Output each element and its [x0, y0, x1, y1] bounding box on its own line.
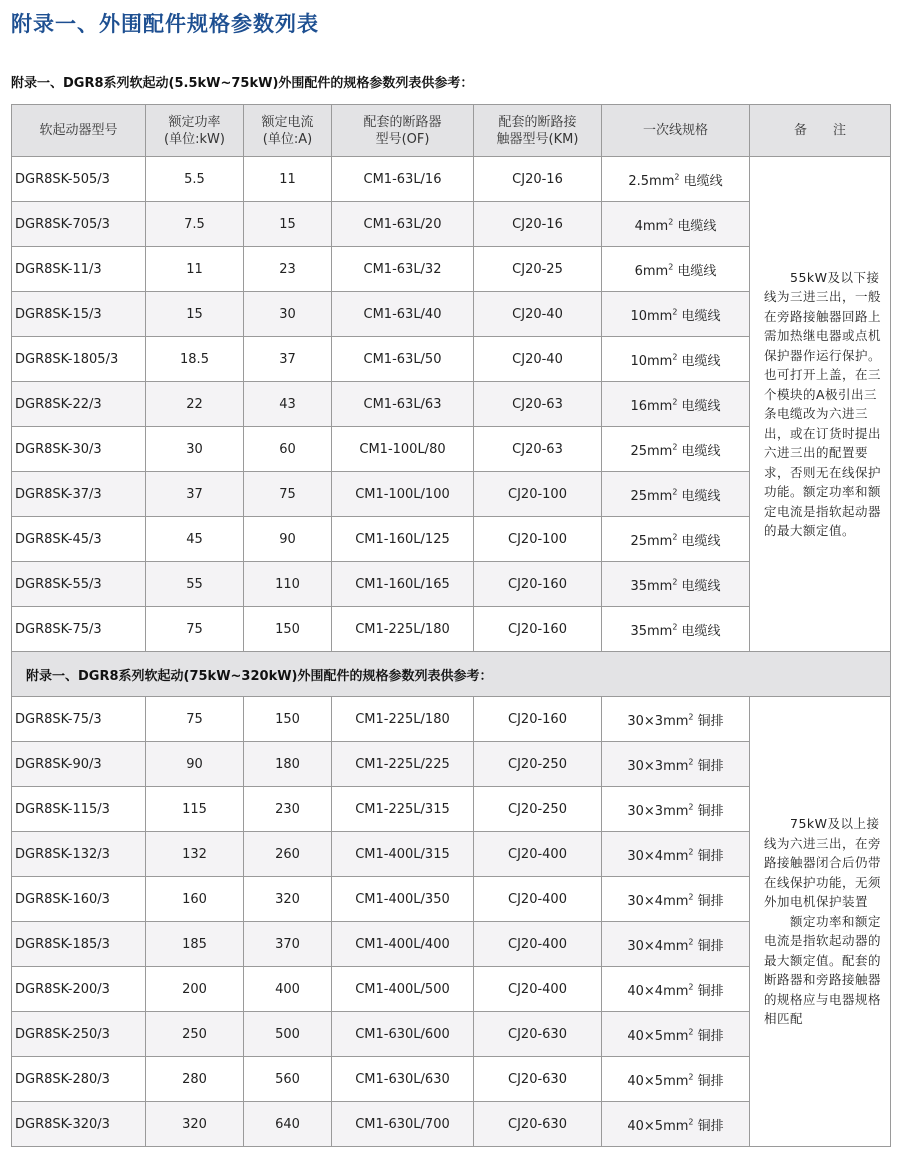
cell-current: 500 [244, 1012, 332, 1057]
cell-power: 22 [146, 382, 244, 427]
cell-model: DGR8SK-90/3 [12, 742, 146, 787]
cell-power: 15 [146, 292, 244, 337]
cell-model: DGR8SK-185/3 [12, 922, 146, 967]
cell-model: DGR8SK-250/3 [12, 1012, 146, 1057]
cell-breaker: CM1-100L/100 [332, 472, 474, 517]
cell-cable: $30\times 3mm^2$ 铜排 [602, 742, 750, 787]
header-remark: 备 注 [750, 105, 891, 157]
cell-cable: $25mm^2$ 电缆线 [602, 517, 750, 562]
cell-power: 200 [146, 967, 244, 1012]
cell-model: DGR8SK-45/3 [12, 517, 146, 562]
cell-breaker: CM1-630L/700 [332, 1102, 474, 1147]
section2-heading-row [12, 652, 891, 697]
remark-note: 75kW及以上接线为六进三出，在旁路接触器闭合后仍带在线保护功能，无须外加电机保护装置 额定功率和额定电流是指软起动器的最大额定值。配套的断路器和旁路接触器的规格应与电器规格相匹配 [750, 697, 891, 1147]
cell-breaker: CM1-63L/20 [332, 202, 474, 247]
cell-model: DGR8SK-75/3 [12, 607, 146, 652]
cell-model: DGR8SK-75/3 [12, 697, 146, 742]
cell-current: 60 [244, 427, 332, 472]
cell-contactor: CJ20-160 [474, 607, 602, 652]
cell-contactor: CJ20-630 [474, 1057, 602, 1102]
cell-power: 280 [146, 1057, 244, 1102]
cell-model: DGR8SK-30/3 [12, 427, 146, 472]
cell-model: DGR8SK-55/3 [12, 562, 146, 607]
cell-contactor: CJ20-63 [474, 427, 602, 472]
cell-contactor: CJ20-160 [474, 697, 602, 742]
cell-breaker: CM1-63L/40 [332, 292, 474, 337]
cell-cable: $4mm^2$ 电缆线 [602, 202, 750, 247]
cell-breaker: CM1-630L/600 [332, 1012, 474, 1057]
cell-contactor: CJ20-250 [474, 787, 602, 832]
cell-model: DGR8SK-11/3 [12, 247, 146, 292]
cell-power: 75 [146, 697, 244, 742]
cell-current: 90 [244, 517, 332, 562]
cell-model: DGR8SK-160/3 [12, 877, 146, 922]
cell-current: 400 [244, 967, 332, 1012]
cell-power: 90 [146, 742, 244, 787]
cell-contactor: CJ20-630 [474, 1102, 602, 1147]
cell-current: 23 [244, 247, 332, 292]
cell-cable: $30\times 3mm^2$ 铜排 [602, 787, 750, 832]
cell-power: 37 [146, 472, 244, 517]
cell-contactor: CJ20-100 [474, 472, 602, 517]
cell-contactor: CJ20-630 [474, 1012, 602, 1057]
section1-intro: 附录一、DGR8系列软起动(5.5kW~75kW)外围配件的规格参数列表供参考： [11, 76, 474, 91]
cell-model: DGR8SK-280/3 [12, 1057, 146, 1102]
cell-current: 180 [244, 742, 332, 787]
cell-cable: $35mm^2$ 电缆线 [602, 607, 750, 652]
cell-power: 30 [146, 427, 244, 472]
cell-current: 640 [244, 1102, 332, 1147]
cell-model: DGR8SK-320/3 [12, 1102, 146, 1147]
cell-breaker: CM1-63L/16 [332, 157, 474, 202]
cell-cable: $6mm^2$ 电缆线 [602, 247, 750, 292]
cell-breaker: CM1-225L/315 [332, 787, 474, 832]
cell-model: DGR8SK-1805/3 [12, 337, 146, 382]
cell-power: 55 [146, 562, 244, 607]
cell-cable: $25mm^2$ 电缆线 [602, 427, 750, 472]
cell-cable: $40\times 5mm^2$ 铜排 [602, 1012, 750, 1057]
cell-model: DGR8SK-15/3 [12, 292, 146, 337]
cell-current: 260 [244, 832, 332, 877]
cell-contactor: CJ20-400 [474, 922, 602, 967]
cell-current: 43 [244, 382, 332, 427]
spec-table [11, 104, 891, 1147]
header-breaker: 配套的断路器 型号(OF) [332, 105, 474, 157]
cell-cable: $10mm^2$ 电缆线 [602, 337, 750, 382]
cell-cable: $2.5mm^2$ 电缆线 [602, 157, 750, 202]
cell-model: DGR8SK-705/3 [12, 202, 146, 247]
cell-breaker: CM1-225L/225 [332, 742, 474, 787]
cell-contactor: CJ20-40 [474, 292, 602, 337]
cell-current: 560 [244, 1057, 332, 1102]
cell-current: 150 [244, 697, 332, 742]
cell-power: 11 [146, 247, 244, 292]
header-current: 额定电流 (单位:A) [244, 105, 332, 157]
cell-current: 30 [244, 292, 332, 337]
cell-breaker: CM1-160L/125 [332, 517, 474, 562]
table-header-row [12, 105, 891, 157]
header-power: 额定功率 (单位:kW) [146, 105, 244, 157]
cell-contactor: CJ20-25 [474, 247, 602, 292]
cell-breaker: CM1-160L/165 [332, 562, 474, 607]
cell-breaker: CM1-225L/180 [332, 697, 474, 742]
cell-power: 18.5 [146, 337, 244, 382]
cell-cable: $10mm^2$ 电缆线 [602, 292, 750, 337]
table-row [12, 697, 891, 742]
cell-power: 75 [146, 607, 244, 652]
cell-contactor: CJ20-160 [474, 562, 602, 607]
cell-breaker: CM1-100L/80 [332, 427, 474, 472]
cell-model: DGR8SK-200/3 [12, 967, 146, 1012]
cell-breaker: CM1-630L/630 [332, 1057, 474, 1102]
cell-power: 160 [146, 877, 244, 922]
cell-current: 230 [244, 787, 332, 832]
cell-breaker: CM1-63L/50 [332, 337, 474, 382]
cell-model: DGR8SK-22/3 [12, 382, 146, 427]
cell-breaker: CM1-400L/400 [332, 922, 474, 967]
cell-breaker: CM1-400L/500 [332, 967, 474, 1012]
cell-cable: $30\times 3mm^2$ 铜排 [602, 697, 750, 742]
cell-current: 110 [244, 562, 332, 607]
cell-power: 185 [146, 922, 244, 967]
cell-current: 370 [244, 922, 332, 967]
cell-breaker: CM1-400L/350 [332, 877, 474, 922]
cell-power: 320 [146, 1102, 244, 1147]
header-model: 软起动器型号 [12, 105, 146, 157]
cell-cable: $40\times 5mm^2$ 铜排 [602, 1102, 750, 1147]
page-title: 附录一、外围配件规格参数列表 [11, 12, 319, 36]
cell-power: 5.5 [146, 157, 244, 202]
cell-model: DGR8SK-132/3 [12, 832, 146, 877]
cell-model: DGR8SK-37/3 [12, 472, 146, 517]
cell-current: 11 [244, 157, 332, 202]
table-row [12, 157, 891, 202]
cell-contactor: CJ20-63 [474, 382, 602, 427]
section2-heading: 附录一、DGR8系列软起动(75kW~320kW)外围配件的规格参数列表供参考： [12, 652, 891, 697]
cell-contactor: CJ20-400 [474, 877, 602, 922]
header-contactor: 配套的断路接 触器型号(KM) [474, 105, 602, 157]
cell-contactor: CJ20-400 [474, 832, 602, 877]
cell-current: 15 [244, 202, 332, 247]
cell-contactor: CJ20-16 [474, 202, 602, 247]
cell-power: 45 [146, 517, 244, 562]
cell-cable: $35mm^2$ 电缆线 [602, 562, 750, 607]
cell-current: 320 [244, 877, 332, 922]
cell-cable: $16mm^2$ 电缆线 [602, 382, 750, 427]
remark-note: 55kW及以下接线为三进三出，一般在旁路接触器回路上需加热继电器或点机保护器作运行保护。也可打开上盖，在三个模块的A极引出三条电缆改为六进三出，或在订货时提出六进三出的配置要求，否则无在线保护功能。额定功率和额定电流是指软起动器的最大额定值。 [750, 157, 891, 652]
cell-contactor: CJ20-100 [474, 517, 602, 562]
cell-cable: $30\times 4mm^2$ 铜排 [602, 877, 750, 922]
cell-contactor: CJ20-40 [474, 337, 602, 382]
cell-model: DGR8SK-115/3 [12, 787, 146, 832]
header-cable: 一次线规格 [602, 105, 750, 157]
cell-contactor: CJ20-400 [474, 967, 602, 1012]
cell-cable: $30\times 4mm^2$ 铜排 [602, 832, 750, 877]
cell-breaker: CM1-400L/315 [332, 832, 474, 877]
cell-breaker: CM1-225L/180 [332, 607, 474, 652]
cell-contactor: CJ20-16 [474, 157, 602, 202]
cell-power: 132 [146, 832, 244, 877]
cell-cable: $30\times 4mm^2$ 铜排 [602, 922, 750, 967]
cell-cable: $40\times 5mm^2$ 铜排 [602, 1057, 750, 1102]
cell-breaker: CM1-63L/32 [332, 247, 474, 292]
cell-cable: $40\times 4mm^2$ 铜排 [602, 967, 750, 1012]
cell-current: 75 [244, 472, 332, 517]
cell-breaker: CM1-63L/63 [332, 382, 474, 427]
cell-current: 150 [244, 607, 332, 652]
cell-contactor: CJ20-250 [474, 742, 602, 787]
cell-model: DGR8SK-505/3 [12, 157, 146, 202]
cell-current: 37 [244, 337, 332, 382]
cell-power: 250 [146, 1012, 244, 1057]
cell-power: 115 [146, 787, 244, 832]
cell-cable: $25mm^2$ 电缆线 [602, 472, 750, 517]
cell-power: 7.5 [146, 202, 244, 247]
